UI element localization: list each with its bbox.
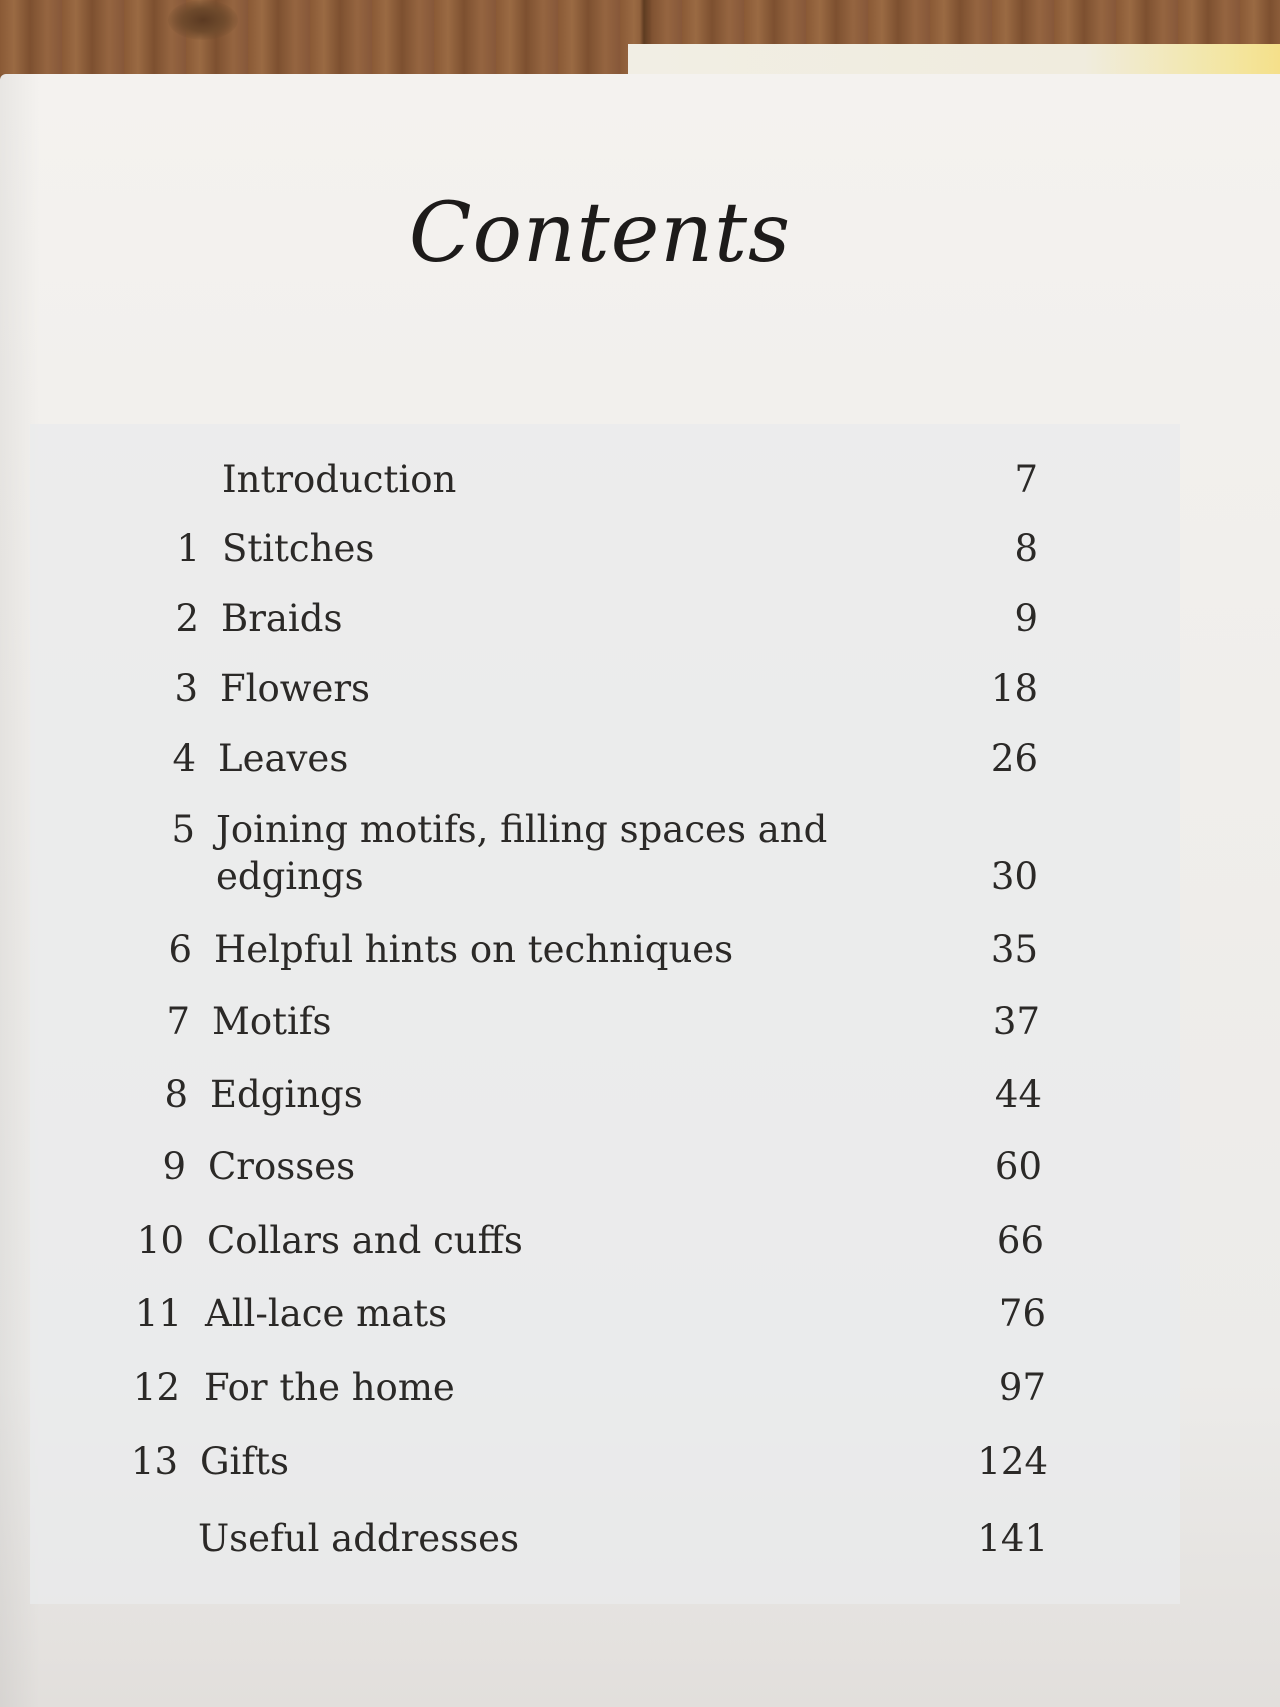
page-number: 35 [990, 928, 1038, 971]
chapter-number: 13 [130, 1440, 178, 1483]
chapter-title: Useful addresses [198, 1517, 520, 1560]
page-number: 37 [992, 1000, 1040, 1043]
page-number: 26 [990, 737, 1038, 780]
chapter-number: 2 [175, 597, 199, 640]
page-number: 97 [998, 1366, 1046, 1409]
chapter-title: Collars and cuffs [207, 1219, 523, 1262]
page-number: 124 [977, 1440, 1048, 1483]
chapter-number: 10 [136, 1219, 184, 1262]
page-number: 30 [990, 855, 1038, 898]
chapter-title: All-lace mats [205, 1292, 448, 1335]
chapter-number: 9 [162, 1145, 186, 1188]
chapter-number: 12 [132, 1366, 180, 1409]
chapter-number: 4 [172, 737, 196, 780]
page-number: 66 [996, 1219, 1044, 1262]
chapter-number: 7 [166, 1000, 190, 1043]
chapter-title-continued: edgings [216, 855, 364, 898]
chapter-title: Helpful hints on techniques [214, 928, 734, 971]
page-number: 18 [990, 667, 1038, 710]
page-number: 8 [1014, 527, 1038, 570]
chapter-title: Joining motifs, filling spaces and [216, 808, 828, 851]
chapter-title: Crosses [208, 1145, 356, 1188]
chapter-title: Motifs [212, 1000, 332, 1043]
page-title: Contents [408, 186, 792, 281]
page-number: 44 [994, 1073, 1042, 1116]
chapter-number: 3 [174, 667, 198, 710]
chapter-title: Introduction [222, 458, 457, 501]
chapter-title: Gifts [200, 1440, 289, 1483]
chapter-number: 5 [171, 808, 195, 851]
chapter-title: Braids [221, 597, 343, 640]
page-number: 141 [977, 1517, 1048, 1560]
chapter-title: Edgings [210, 1073, 363, 1116]
chapter-number: 8 [164, 1073, 188, 1116]
page-number: 9 [1014, 597, 1038, 640]
chapter-title: For the home [204, 1366, 455, 1409]
chapter-number: 11 [134, 1292, 182, 1335]
chapter-number: 1 [176, 527, 200, 570]
chapter-title: Stitches [222, 527, 375, 570]
page-number: 7 [1014, 458, 1038, 501]
chapter-title: Leaves [218, 737, 349, 780]
chapter-title: Flowers [220, 667, 371, 710]
page-number: 76 [998, 1292, 1046, 1335]
chapter-number: 6 [168, 928, 192, 971]
page-number: 60 [994, 1145, 1042, 1188]
